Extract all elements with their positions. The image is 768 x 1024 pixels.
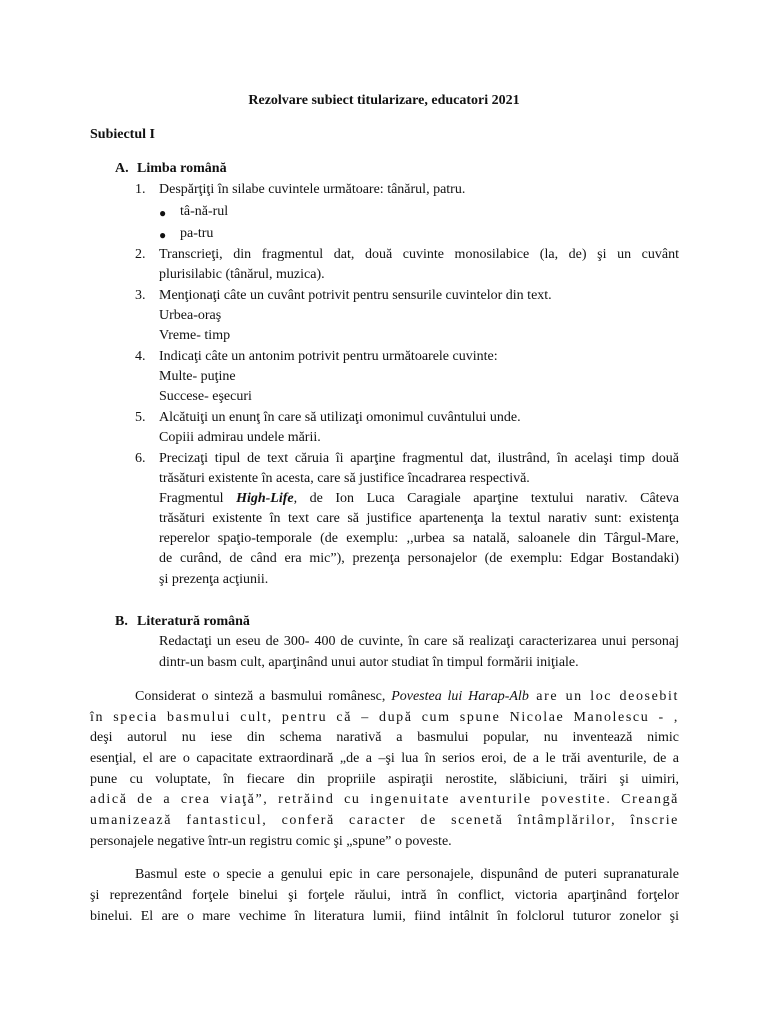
answer-text: Copiii admirau undele mării. bbox=[159, 430, 321, 445]
bullet-item: tâ-nă-rul bbox=[180, 204, 229, 219]
answer-text: Succese- eşecuri bbox=[159, 389, 252, 404]
section-b-title: Literatură română bbox=[137, 614, 250, 629]
item-text: Despărţiţi în silabe cuvintele următoare: tânărul, patru. bbox=[159, 182, 466, 197]
task-text: dintr-un basm cult, aparţinând unui autor studiat în timpul formării iniţiale. bbox=[159, 655, 579, 670]
answer-text: Urbea-oraş bbox=[159, 308, 222, 323]
essay-line: deşi autorul nu iese din schema narativă a basmului popular, nu inventează nimic bbox=[90, 730, 679, 745]
item-number: 6. bbox=[135, 451, 146, 466]
essay-line: şi reprezentând forţele binelui şi forţele răului, intră în conflict, victoria aparţinând forţelor bbox=[90, 888, 679, 903]
item-text: Precizaţi tipul de text căruia îi aparţine fragmentul dat, ilustrând, în acelaşi timp două bbox=[159, 451, 679, 466]
subject-heading: Subiectul I bbox=[90, 127, 155, 142]
item-text: trăsături existente în acesta, care să justifice încadrarea respectivă. bbox=[159, 471, 530, 486]
task-text: Redactaţi un eseu de 300- 400 de cuvinte, în care să realizaţi caracterizarea unui personaj bbox=[159, 634, 679, 649]
essay-line: personajele negative într-un registru comic şi „spune” o poveste. bbox=[90, 834, 452, 849]
answer-text: Vreme- timp bbox=[159, 328, 231, 343]
item-number: 5. bbox=[135, 410, 146, 425]
answer-text: Fragmentul High-Life, de Ion Luca Caragiale aparţine textului narativ. Câteva bbox=[159, 491, 679, 506]
work-title: High-Life bbox=[236, 491, 294, 506]
item-number: 4. bbox=[135, 349, 146, 364]
item-number: 3. bbox=[135, 288, 146, 303]
section-b-letter: B. bbox=[115, 614, 128, 629]
item-text: Transcrieţi, din fragmentul dat, două cuvinte monosilabice (la, de) şi un cuvânt bbox=[159, 247, 679, 262]
item-text: Indicaţi câte un antonim potrivit pentru următoarele cuvinte: bbox=[159, 349, 498, 364]
answer-text: Multe- puţine bbox=[159, 369, 236, 384]
item-text: Menţionaţi câte un cuvânt potrivit pentru sensurile cuvintelor din text. bbox=[159, 288, 552, 303]
work-title: Povestea lui Harap-Alb bbox=[391, 689, 529, 704]
essay-line: pune cu voluptate, în fiecare din propriile aspiraţii nerostite, slăbiciuni, trăiri şi uimiri, bbox=[90, 772, 679, 787]
essay-line: umanizează fantasticul, conferă caracter de scenetă întâmplărilor, înscrie bbox=[90, 813, 679, 828]
essay-line: Considerat o sinteză a basmului românesc, Povestea lui Harap-Alb are un loc deosebit bbox=[135, 689, 679, 704]
item-number: 1. bbox=[135, 182, 146, 197]
essay-line: adică de a crea viaţă”, retrăind cu ingenuitate aventurile povestite. Creangă bbox=[90, 792, 679, 807]
essay-line: binelui. El are o mare vechime în literatura lumii, fiind intâlnit în folclorul tuturor zonelor şi bbox=[90, 909, 679, 924]
answer-text: reperelor spaţio-temporale (de exemplu: ,,urbea sa natală, saloanele din Târgul-Mare, bbox=[159, 531, 679, 546]
item-text: plurisilabic (tânărul, muzica). bbox=[159, 267, 325, 282]
section-a-heading bbox=[115, 161, 227, 177]
section-b-heading bbox=[115, 614, 250, 630]
bullet-icon: ● bbox=[159, 228, 167, 242]
answer-text: şi prezenţa acţiunii. bbox=[159, 572, 269, 587]
item-text: Alcătuiţi un enunţ în care să utilizaţi omonimul cuvântului unde. bbox=[159, 410, 521, 425]
bullet-icon: ● bbox=[159, 206, 167, 220]
essay-line: Basmul este o specie a genului epic in care personajele, dispunând de puteri supranaturale bbox=[135, 867, 679, 882]
bullet-item: pa-tru bbox=[180, 226, 214, 241]
item-number: 2. bbox=[135, 247, 146, 262]
answer-text: trăsături existente în text care să justifice apartenenţa la textul narativ sunt: existenţa bbox=[159, 511, 679, 526]
section-a-letter: A. bbox=[115, 161, 129, 176]
essay-line: esenţial, el are o capacitate extraordinară „de a –şi lua în serios eroi, de a le trăi aventurile, de a bbox=[90, 751, 679, 766]
answer-text: de curând, de când era mic”), prezenţa personajelor (de exemplu: Edgar Bostandaki) bbox=[159, 551, 679, 566]
essay-line: în specia basmului cult, pentru că – după cum spune Nicolae Manolescu - , bbox=[90, 710, 679, 725]
document-title: Rezolvare subiect titularizare, educatori 2021 bbox=[248, 93, 520, 108]
section-a-title: Limba română bbox=[137, 161, 227, 176]
